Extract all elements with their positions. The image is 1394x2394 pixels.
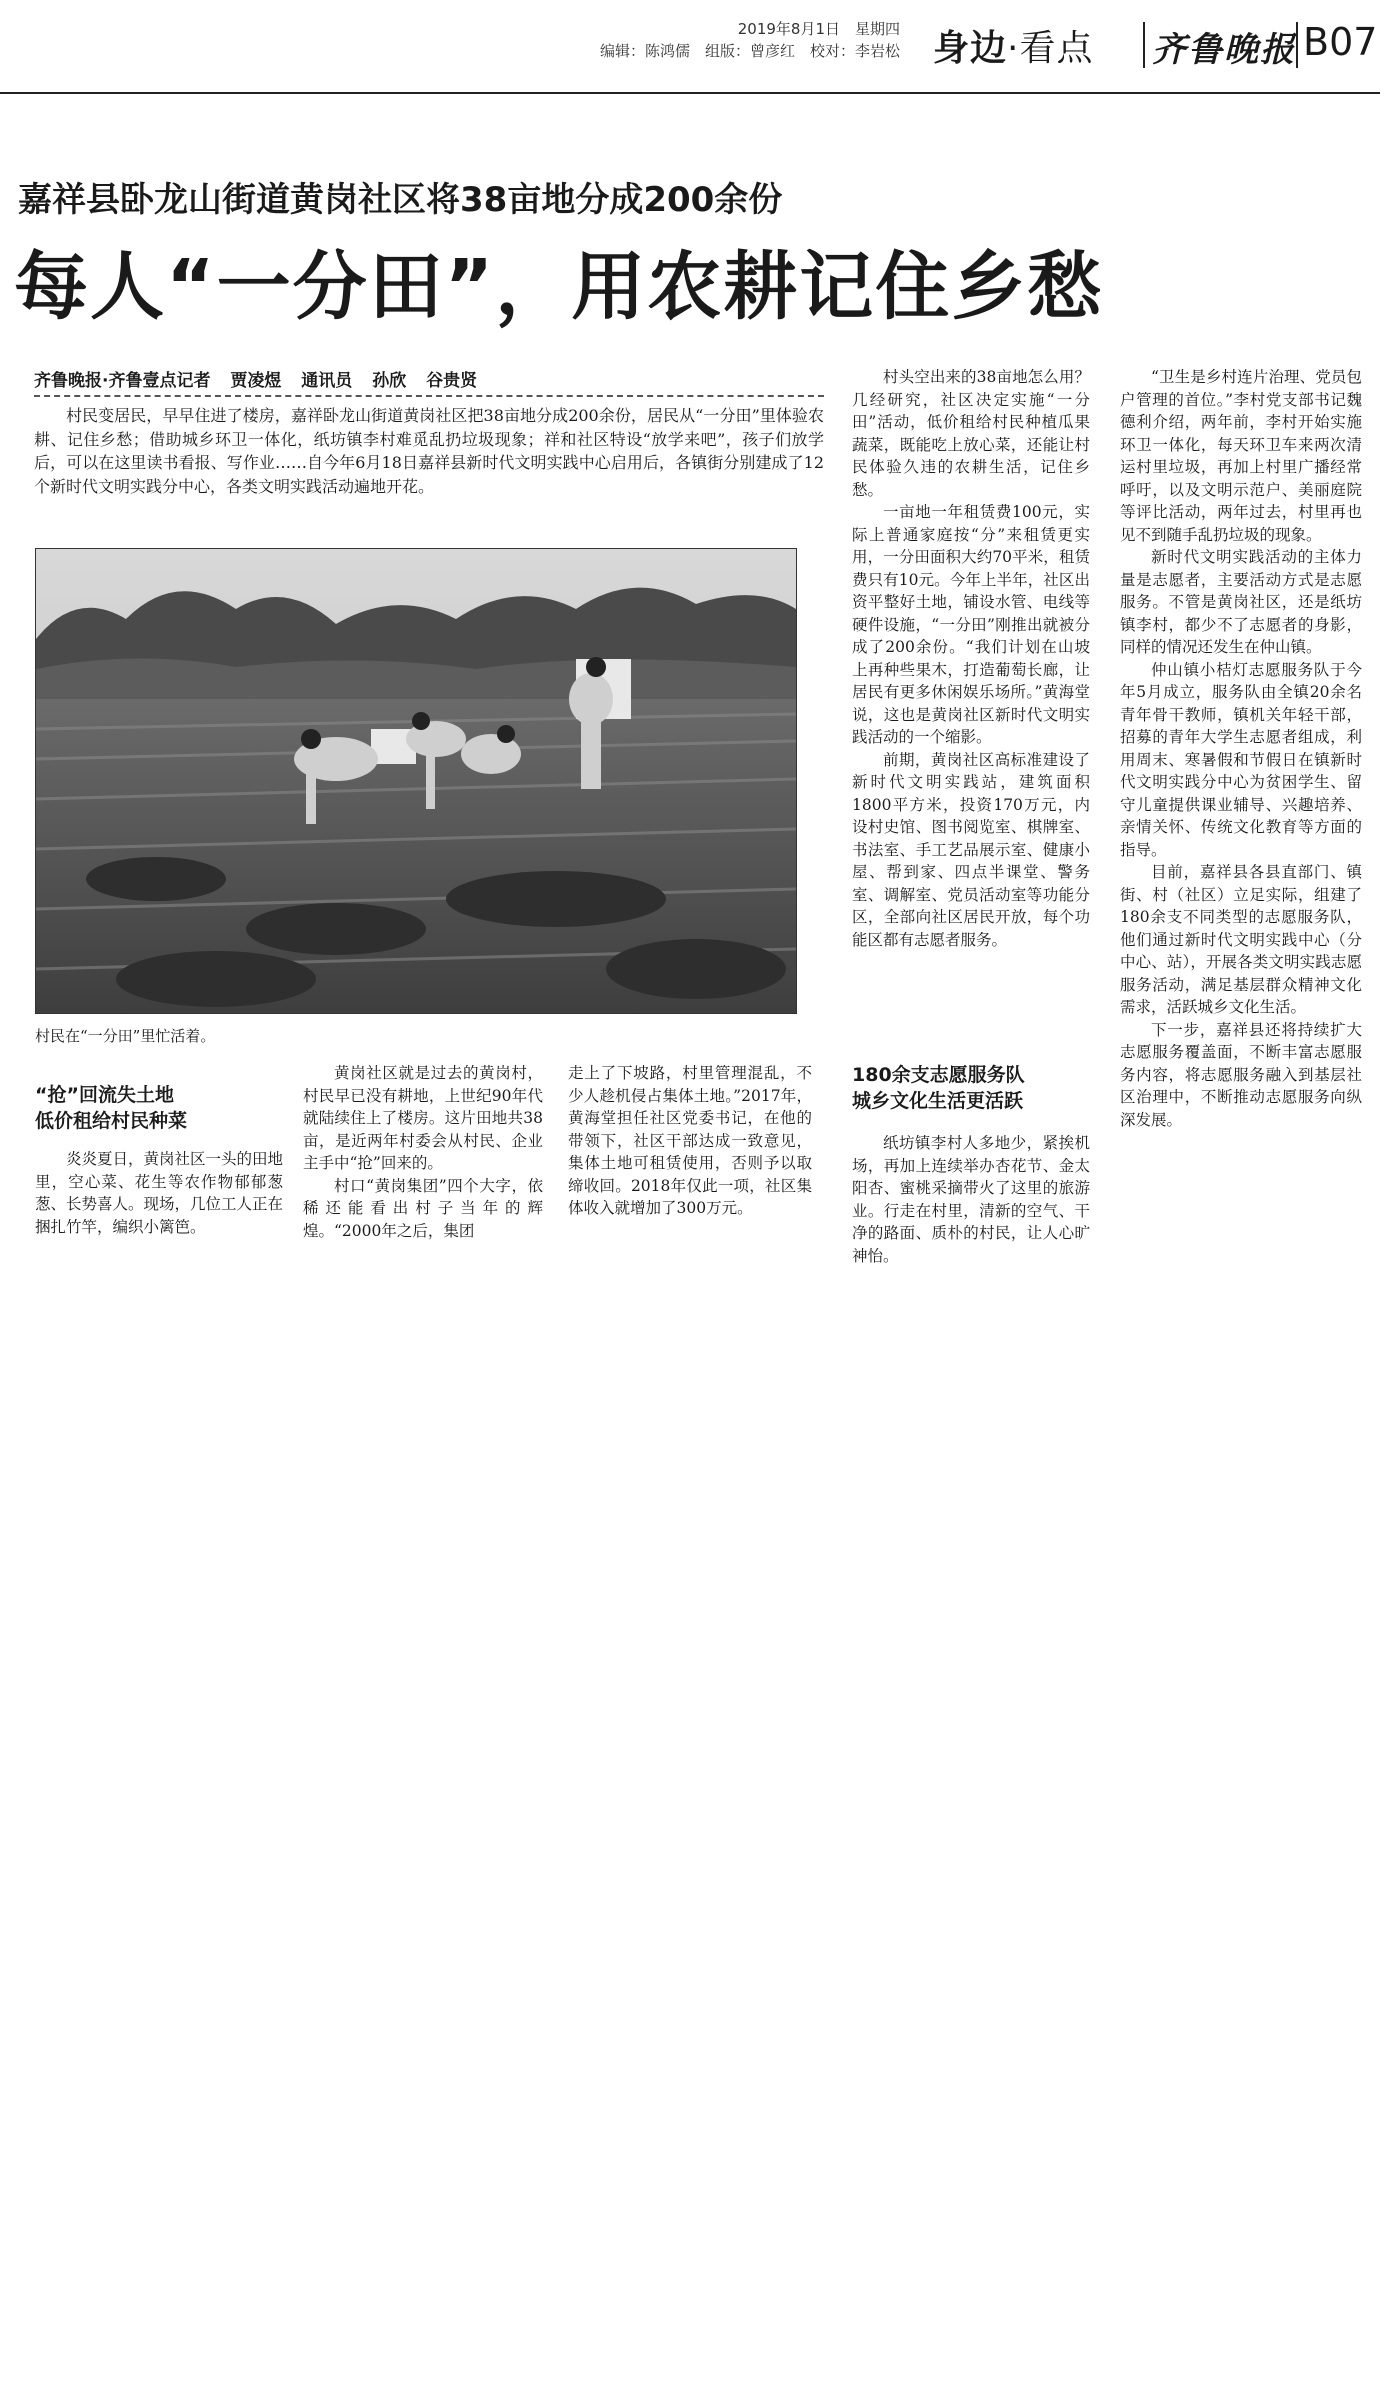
paragraph: 一亩地一年租赁费100元，实际上普通家庭按“分”来租赁更实用，一分田面积大约70平米，租赁费只有10元。今年上半年，社区出资平整好土地，铺设水管、电线等硬件设施，“一分田”刚推出就被分成了200余份。“我们计划在山坡上再种些果木，打造葡萄长廊，让居民有更多休闲娱乐场所。”黄海堂说，这也是黄岗社区新时代文明实践活动的一个缩影。 [852,503,1090,746]
section-title [933,20,1093,71]
article-column-4 [852,366,1090,951]
paragraph: 新时代文明实践活动的主体力量是志愿者，主要活动方式是志愿服务。不管是黄岗社区，还是纸坊镇李村，都少不了志愿者的身影，同样的情况还发生在仲山镇。 [1120,548,1362,656]
byline-rule [34,395,824,397]
byline: 齐鲁晚报·齐鲁壹点记者 贾凌煜 通讯员 孙欣 谷贵贤 [34,371,478,391]
lead-text: 村民变居民，早早住进了楼房，嘉祥卧龙山街道黄岗社区把38亩地分成200余份，居民从“一分田”里体验农耕、记住乡愁；借助城乡环卫一体化，纸坊镇李村难觅乱扔垃圾现象；祥和社区特设“放学来吧”，孩子们放学后，可以在这里读书看报、写作业……自今年6月18日嘉祥县新时代文明实践中心启用后，各镇街分别建成了12个新时代文明实践分中心，各类文明实践活动遍地开花。 [34,406,824,496]
paragraph: 前期，黄岗社区高标准建设了新时代文明实践站，建筑面积1800平方米，投资170万元，内设村史馆、图书阅览室、棋牌室、书法室、手工艺品展示室、健康小屋、帮到家、四点半课堂、警务室、调解室、党员活动室等功能分区，全部向社区居民开放，每个功能区都有志愿者服务。 [852,750,1090,949]
subheading-volunteers [852,1062,1092,1114]
newspaper-logo: 齐鲁晚报 [1152,30,1296,70]
paragraph: 村头空出来的38亩地怎么用？几经研究，社区决定实施“一分田”活动，低价租给村民种植瓜果蔬菜，既能吃上放心菜，还能让村民体验久违的农耕生活，记住乡愁。 [852,368,1090,499]
header-divider [1296,22,1298,68]
article-kicker: 嘉祥县卧龙山街道黄岗社区将38亩地分成200余份 [18,180,783,220]
article-column-3 [568,1062,812,1220]
photo-caption: 村民在“一分田”里忙活着。 [35,1027,216,1045]
article-column-1 [35,1148,283,1238]
header-rule [0,92,1380,94]
article-column-4-continued [852,1132,1090,1267]
subheading-line: 低价租给村民种菜 [35,1110,188,1132]
paragraph: 走上了下坡路，村里管理混乱，不少人趁机侵占集体土地。”2017年，黄海堂担任社区党委书记，在他的带领下，社区干部达成一致意见，集体土地可租赁使用，否则予以取缔收回。2018年仅此一项，社区集体收入就增加了300万元。 [568,1064,812,1217]
article-column-2 [303,1062,543,1242]
subheading-line: 城乡文化生活更活跃 [852,1090,1024,1112]
page-number: B07 [1303,20,1378,64]
paragraph: 黄岗社区就是过去的黄岗村，村民早已没有耕地，上世纪90年代就陆续住上了楼房。这片田地共38亩，是近两年村委会从村民、企业主手中“抢”回来的。 [303,1064,543,1172]
lead-paragraph [34,404,824,498]
farm-photo [35,548,797,1014]
header-divider [1143,22,1145,68]
paragraph: 下一步，嘉祥县还将持续扩大志愿服务覆盖面，不断丰富志愿服务内容，将志愿服务融入到基层社区治理中，不断推动志愿服务向纵深发展。 [1120,1020,1362,1129]
paragraph: 村口“黄岗集团”四个大字，依稀还能看出村子当年的辉煌。“2000年之后，集团 [303,1176,543,1240]
paragraph: 仲山镇小桔灯志愿服务队于今年5月成立，服务队由全镇20余名青年骨干教师，镇机关年轻干部，招募的青年大学生志愿者组成，利用周末、寒暑假和节假日在镇新时代文明实践分中心为贫困学生、留守儿童提供课业辅导、兴趣培养、亲情关怀、传统文化教育等方面的指导。 [1120,660,1362,859]
issue-date: 2019年8月1日 星期四 [737,20,900,38]
farmers-in-field-photo-icon [36,549,796,1013]
article-column-5 [1120,366,1362,1131]
section-title-dot: · [1007,28,1020,69]
paragraph: 纸坊镇李村人多地少，紧挨机场，再加上连续举办杏花节、金太阳杏、蜜桃采摘带火了这里的旅游业。行走在村里，清新的空气、干净的路面、质朴的村民，让人心旷神怡。 [852,1134,1090,1265]
paragraph: “卫生是乡村连片治理、党员包户管理的首位。”李村党支部书记魏德利介绍，两年前，李村开始实施环卫一体化，每天环卫车来两次清运村里垃圾，再加上村里广播经常呼吁，以及文明示范户、美丽庭院等评比活动，两年过去，村里再也见不到随手乱扔垃圾的现象。 [1120,368,1362,544]
paragraph: 炎炎夏日，黄岗社区一头的田地里，空心菜、花生等农作物郁郁葱葱、长势喜人。现场，几位工人正在捆扎竹竿，编织小篱笆。 [35,1150,284,1236]
subheading-line: 180余支志愿服务队 [852,1064,1025,1086]
article-headline: 每人“一分田”，用农耕记住乡愁 [14,244,1104,330]
paragraph: 目前，嘉祥县各县直部门、镇街、村（社区）立足实际，组建了180余支不同类型的志愿服务队，他们通过新时代文明实践中心（分中心、站），开展各类文明实践志愿服务活动，满足基层群众精神文化需求，活跃城乡文化生活。 [1120,863,1362,1016]
section-title-part-a: 身边 [933,28,1008,69]
staff-credits: 编辑：陈鸿儒 组版：曾彦红 校对：李岩松 [599,42,900,60]
subheading-land [35,1082,220,1134]
subheading-line: “抢”回流失土地 [35,1084,174,1106]
section-title-part-b: 看点 [1019,28,1094,69]
